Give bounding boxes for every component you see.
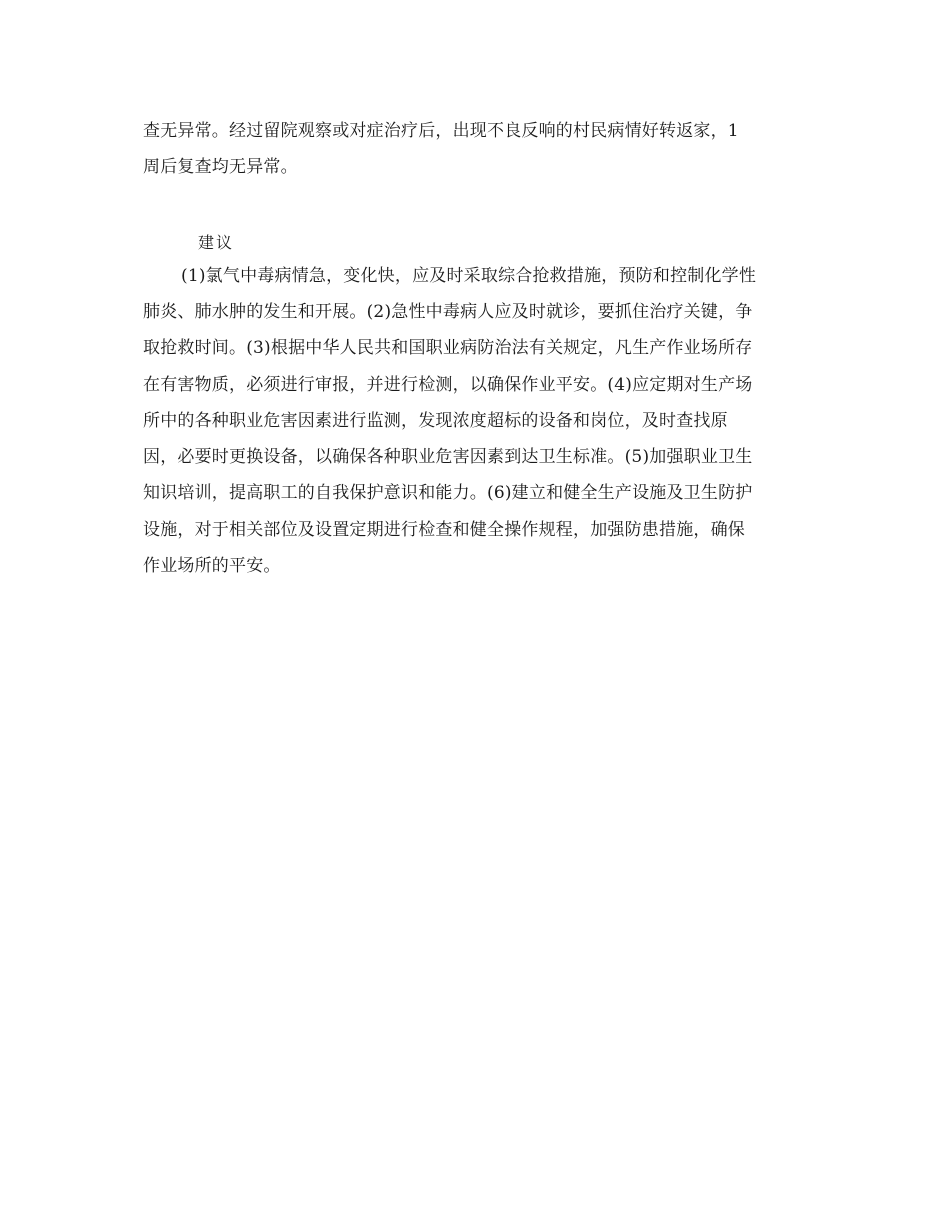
- recommendation-line-1: (1)氯气中毒病情急，变化快，应及时采取综合抢救措施，预防和控制化学性: [181, 266, 757, 286]
- section-heading: 建议: [198, 233, 235, 252]
- intro-line-2: 周后复查均无异常。: [143, 157, 298, 177]
- recommendation-line-5: 所中的各种职业危害因素进行监测，发现浓度超标的设备和岗位，及时查找原: [143, 411, 728, 431]
- recommendation-line-2: 肺炎、肺水肿的发生和开展。(2)急性中毒病人应及时就诊，要抓住治疗关键，争: [143, 302, 753, 322]
- recommendation-line-7: 知识培训，提高职工的自我保护意识和能力。(6)建立和健全生产设施及卫生防护: [143, 483, 753, 503]
- intro-line-1: 查无异常。经过留院观察或对症治疗后，出现不良反响的村民病情好转返家，1: [143, 121, 739, 141]
- recommendation-line-6: 因，必要时更换设备，以确保各种职业危害因素到达卫生标准。(5)加强职业卫生: [143, 447, 753, 467]
- recommendation-line-4: 在有害物质，必须进行审报，并进行检测，以确保作业平安。(4)应定期对生产场: [143, 375, 753, 395]
- recommendation-line-3: 取抢救时间。(3)根据中华人民共和国职业病防治法有关规定，凡生产作业场所存: [143, 338, 753, 358]
- recommendation-line-8: 设施，对于相关部位及设置定期进行检查和健全操作规程，加强防患措施，确保: [143, 520, 745, 540]
- recommendation-line-9: 作业场所的平安。: [143, 556, 281, 576]
